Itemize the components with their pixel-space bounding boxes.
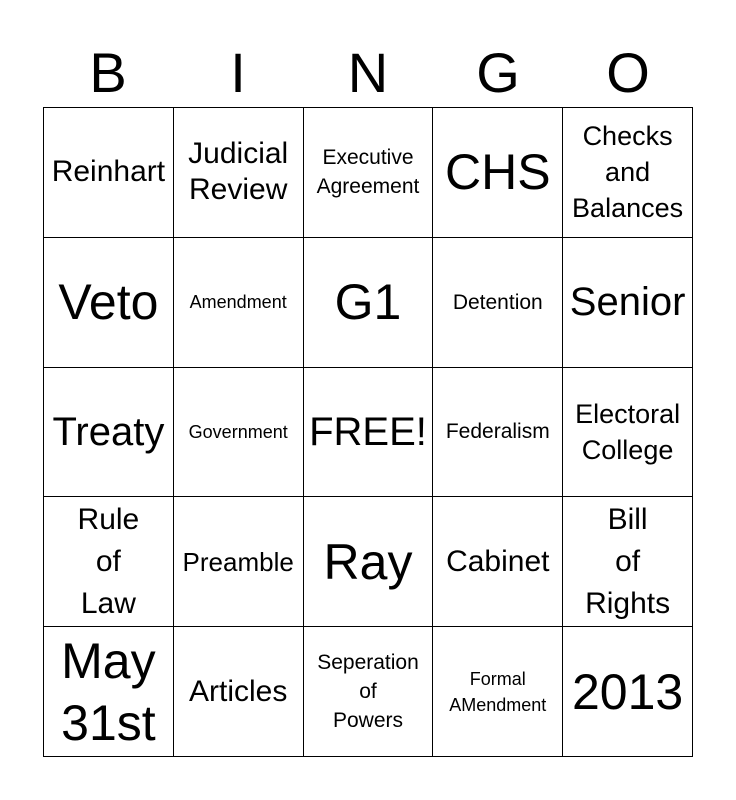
header-letter-n: N (347, 41, 389, 104)
bingo-cell[interactable] (44, 497, 174, 627)
bingo-cell[interactable] (563, 497, 693, 627)
bingo-cell[interactable] (563, 368, 693, 498)
bingo-header (43, 40, 693, 106)
bingo-cell[interactable] (174, 238, 304, 368)
bingo-cell[interactable] (563, 108, 693, 238)
cell-label: FREE! (309, 409, 427, 454)
cell-label: Cabinet (446, 544, 550, 578)
bingo-cell[interactable] (304, 238, 434, 368)
bingo-cell[interactable] (44, 108, 174, 238)
cell-label: Government (188, 421, 288, 442)
header-letter-g: G (476, 41, 520, 104)
cell-label: Amendment (189, 292, 287, 313)
cell-label: Federalism (445, 420, 550, 444)
cell-label: Veto (58, 274, 159, 331)
cell-label: Checks and Balances (572, 121, 684, 224)
cell-label: Treaty (52, 409, 165, 454)
cell-label: Electoral College (575, 398, 681, 465)
bingo-card-grid (43, 107, 693, 757)
cell-label: Bill of Rights (585, 502, 671, 620)
cell-label: Preamble (182, 546, 294, 577)
cell-label: Rule of Law (77, 502, 140, 620)
cell-label: Executive Agreement (316, 146, 420, 199)
cell-label: Seperation of Powers (317, 651, 419, 733)
cell-label: CHS (445, 144, 551, 201)
bingo-cell[interactable] (174, 627, 304, 757)
cell-label: May 31st (61, 632, 156, 751)
bingo-cell[interactable] (304, 368, 434, 498)
header-letter-b: B (89, 41, 127, 104)
bingo-cell[interactable] (433, 108, 563, 238)
bingo-cell[interactable] (174, 497, 304, 627)
bingo-cell[interactable] (174, 108, 304, 238)
bingo-cell[interactable] (304, 108, 434, 238)
cell-label: Judicial Review (188, 137, 289, 207)
bingo-cell[interactable] (563, 627, 693, 757)
cell-label: Senior (569, 280, 686, 325)
bingo-cell[interactable] (433, 238, 563, 368)
bingo-cell[interactable] (563, 238, 693, 368)
bingo-cell[interactable] (174, 368, 304, 498)
header-letter-i: I (230, 41, 246, 104)
bingo-cell[interactable] (433, 627, 563, 757)
bingo-cell[interactable] (433, 497, 563, 627)
cell-label: Ray (323, 533, 413, 590)
bingo-cell[interactable] (304, 627, 434, 757)
cell-label: Detention (452, 290, 543, 314)
cell-label: Articles (189, 674, 288, 708)
cell-label: G1 (334, 274, 402, 331)
bingo-cell[interactable] (433, 368, 563, 498)
bingo-cell[interactable] (44, 238, 174, 368)
bingo-cell[interactable] (44, 627, 174, 757)
bingo-cell[interactable] (44, 368, 174, 498)
cell-label: 2013 (571, 663, 684, 720)
header-letter-o: O (606, 41, 650, 104)
cell-label: Reinhart (51, 155, 166, 189)
cell-label: Formal AMendment (449, 668, 547, 715)
bingo-cell[interactable] (304, 497, 434, 627)
